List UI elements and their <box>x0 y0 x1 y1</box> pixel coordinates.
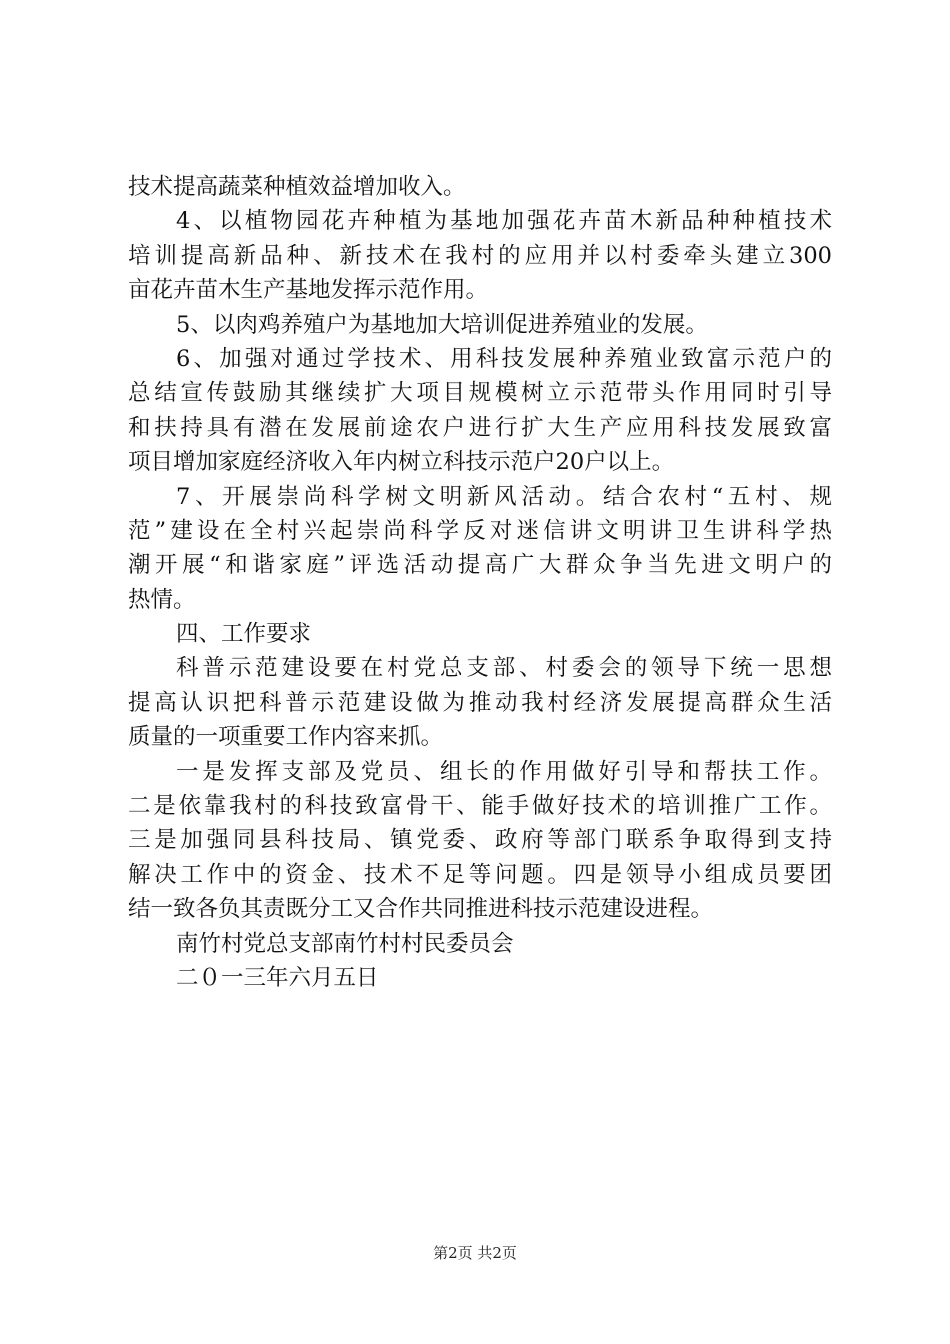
text-line: 南竹村党总支部南竹村村民委员会 <box>176 930 514 957</box>
text-line: 6、加强对通过学技术、用科技发展种养殖业致富示范户的 <box>176 345 832 372</box>
document-body <box>128 170 832 995</box>
text-line: 热情。 <box>128 586 196 613</box>
text-line: 项目增加家庭经济收入年内树立科技示范户20户以上。 <box>128 449 675 476</box>
page-total: 共2页 <box>477 1244 517 1262</box>
text-line: 提高认识把科普示范建设做为推动我村经济发展提高群众生活 <box>128 689 832 716</box>
text-line: 二是依靠我村的科技致富骨干、能手做好技术的培训推广工作。 <box>128 793 832 820</box>
text-line: 和扶持具有潜在发展前途农户进行扩大生产应用科技发展致富 <box>128 414 832 441</box>
text-line: 5、以肉鸡养殖户为基地加大培训促进养殖业的发展。 <box>176 311 708 338</box>
text-line: 培训提高新品种、新技术在我村的应用并以村委牵头建立300 <box>128 242 832 269</box>
text-line: 7、开展崇尚科学树文明新风活动。结合农村“五村、规 <box>176 483 832 510</box>
text-line: 亩花卉苗木生产基地发挥示范作用。 <box>128 277 489 304</box>
text-line: 二０一三年六月五日 <box>176 964 379 991</box>
text-line: 质量的一项重要工作内容来抓。 <box>128 724 444 751</box>
text-line: 潮开展“和谐家庭”评选活动提高广大群众争当先进文明户的 <box>128 552 832 579</box>
text-line: 科普示范建设要在村党总支部、村委会的领导下统一思想 <box>176 655 832 682</box>
text-line: 结一致各负其责既分工又合作共同推进科技示范建设进程。 <box>128 896 714 923</box>
text-line: 技术提高蔬菜种植效益增加收入。 <box>128 174 466 200</box>
text-line: 解决工作中的资金、技术不足等问题。四是领导小组成员要团 <box>128 861 832 888</box>
text-line: 一是发挥支部及党员、组长的作用做好引导和帮扶工作。 <box>176 758 832 785</box>
text-line: 四、工作要求 <box>176 621 312 648</box>
text-line: 范”建设在全村兴起崇尚科学反对迷信讲文明讲卫生讲科学热 <box>128 517 832 544</box>
text-line: 总结宣传鼓励其继续扩大项目规模树立示范带头作用同时引导 <box>128 380 832 407</box>
page-footer <box>0 1243 950 1263</box>
text-line: 4、以植物园花卉种植为基地加强花卉苗木新品种种植技术 <box>176 208 832 235</box>
text-line: 三是加强同县科技局、镇党委、政府等部门联系争取得到支持 <box>128 827 832 854</box>
page-number: 第2页 <box>433 1244 473 1262</box>
